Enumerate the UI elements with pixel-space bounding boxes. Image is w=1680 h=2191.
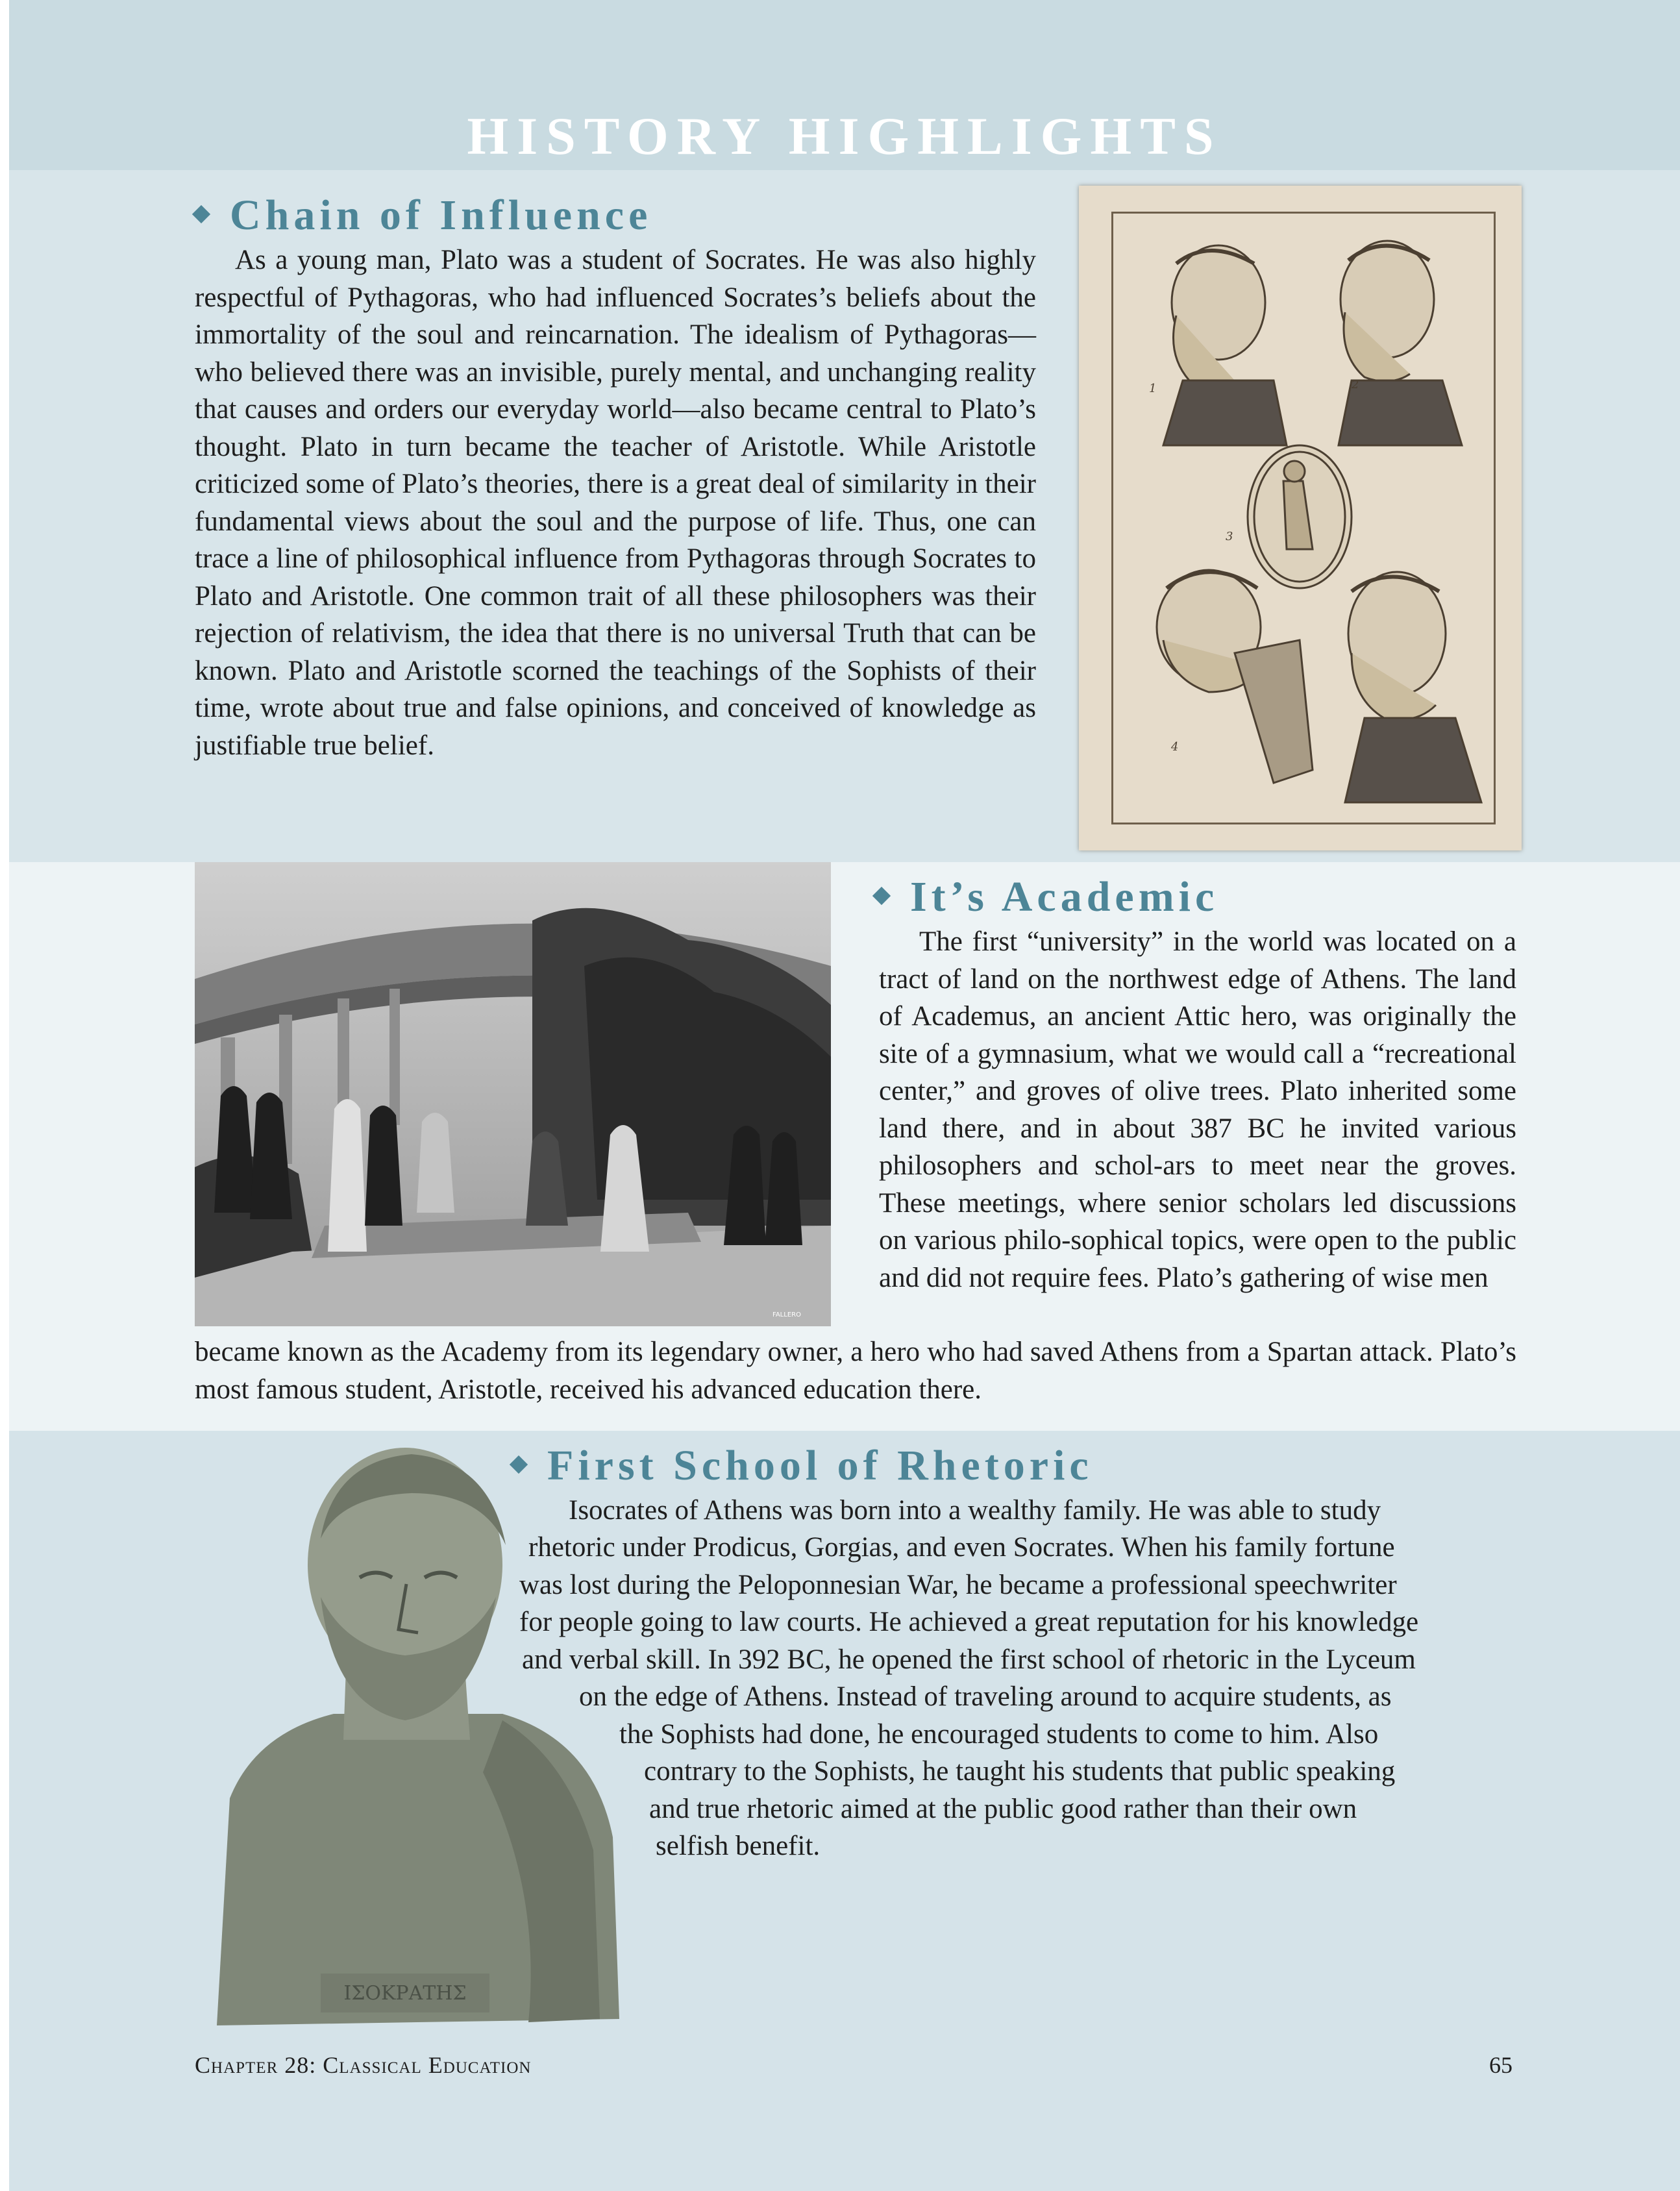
text-line: contrary to the Sophists, he taught his students that public speaking <box>644 1756 1396 1787</box>
text-line: was lost during the Peloponnesian War, he became a professional speechwriter <box>519 1570 1397 1600</box>
engraving-number: 4 <box>1171 740 1179 754</box>
text-line: Isocrates of Athens was born into a wealthy family. He was able to study <box>569 1495 1381 1526</box>
text-line: and true rhetoric aimed at the public good rather than their own <box>649 1794 1357 1824</box>
text-line: on the edge of Athens. Instead of traveling around to acquire students, as <box>579 1681 1392 1712</box>
text-line: the Sophists had done, he encouraged students to come to him. Also <box>619 1719 1379 1750</box>
page-number: 65 <box>1489 2052 1513 2078</box>
section-heading-first-school-of-rhetoric: First School of Rhetoric <box>512 1440 1093 1492</box>
text-line: selfish benefit. <box>656 1831 821 1861</box>
engraving-number: 3 <box>1226 530 1233 543</box>
plato-academy-illustration-image <box>195 862 831 1326</box>
diamond-bullet-icon <box>510 1455 528 1474</box>
section-body-chain-of-influence: As a young man, Plato was a student of Socrates. He was also highly respectful of Pythagoras, who had influenced Socrates’s beliefs about the immortality of the soul and reincarnation. The idealism of Pythagoras—who believed there was an invisible, purely mental, and unchanging reality that causes and orders our everyday world—also became central to Plato’s thought. Plato in turn became the teacher of Aristotle. While Aristotle criticized some of Plato’s theories, there is a great deal of similarity in their fundamental views about the soul and the purpose of life. Thus, one can trace a line of philosophical influence from Pythagoras through Socrates to Plato and Aristotle. One common trait of all these philosophers was their rejection of relativism, the idea that there is no universal Truth that can be known. Plato and Aristotle scorned the teachings of the Sophists of their time, wrote about true and false opinions, and conceived of knowledge as justifiable true belief. <box>195 245 1036 761</box>
engraving-number: 1 <box>1149 382 1157 395</box>
diamond-bullet-icon <box>872 887 891 905</box>
diamond-bullet-icon <box>192 205 210 223</box>
bust-inscription: ΙΣΟΚΡΑΤΗΣ <box>343 1982 467 2005</box>
page <box>9 0 1680 2191</box>
section-heading-its-academic: It’s Academic <box>875 871 1218 923</box>
engraving-number: 2 <box>1352 378 1359 391</box>
page-title: HISTORY HIGHLIGHTS <box>467 106 1222 166</box>
section-body-its-academic-continued: became known as the Academy from its legendary owner, a hero who had saved Athens from a Spartan attack. Plato’s most famous student, Aristotle, received his advanced education there. <box>195 1337 1516 1405</box>
academy-image-signature: FALLERO <box>772 1311 801 1318</box>
text-line: rhetoric under Prodicus, Gorgias, and even Socrates. When his family fortune <box>528 1532 1395 1563</box>
footer-chapter-title: Chapter 28: Classical Education <box>195 2052 532 2078</box>
philosophers-engraving-image <box>1079 186 1522 850</box>
text-line: and verbal skill. In 392 BC, he opened the first school of rhetoric in the Lyceum <box>522 1644 1416 1675</box>
section-heading-chain-of-influence: Chain of Influence <box>195 190 652 241</box>
isocrates-bust-image <box>204 1435 632 2032</box>
text-line: for people going to law courts. He achieved a great reputation for his knowledge <box>519 1607 1419 1637</box>
section-body-its-academic: The first “university” in the world was located on a tract of land on the northwest edge of Athens. The land of Academus, an ancient Attic hero, was originally the site of a gymnasium, what we would call a “recreational center,” and groves of olive trees. Plato inherited some land there, and in about 387 BC he invited various philosophers and schol-ars to meet near the groves. These meetings, where senior scholars led discussions on various philo-sophical topics, were open to the public and did not require fees. Plato’s gathering of wise men <box>879 926 1516 1293</box>
